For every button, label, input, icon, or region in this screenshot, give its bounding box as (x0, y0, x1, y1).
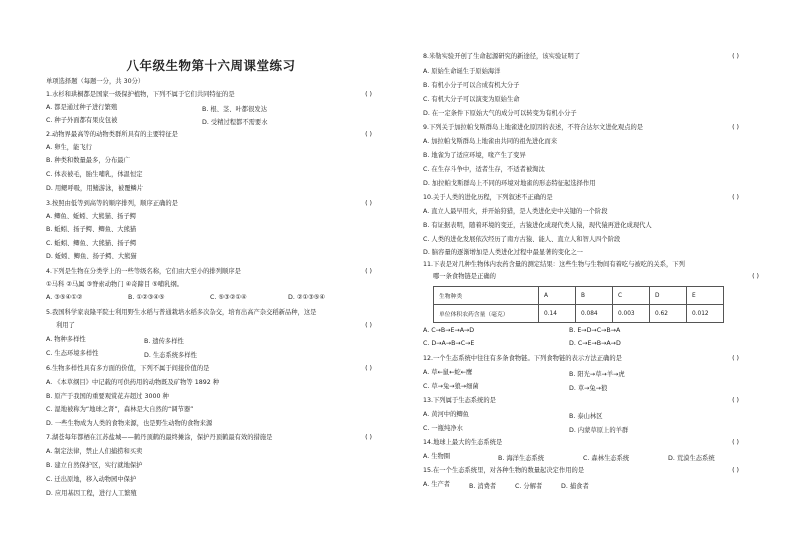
q12-option-c[interactable]: C. 草→兔→狼→细菌 (423, 383, 479, 390)
q15-option-d[interactable]: D. 捕食者 (561, 483, 589, 490)
q9-option-c[interactable]: C. 在生存斗争中，适者生存，不适者被淘汰 (423, 166, 545, 173)
table-cell: 生物种类 (434, 287, 539, 305)
q4-option-b[interactable]: B. ①②③④⑤ (128, 294, 165, 301)
q6-option-a[interactable]: A. 《本草纲目》中记载的可供药用的动物既及矿物等 1892 种 (46, 379, 220, 386)
question-13: 13.下列属于生态系统的是 ( ) (423, 397, 739, 404)
q11-option-d[interactable]: D. C→E→B→A→D (569, 340, 621, 347)
question-2: 2.动物界最高等的动物类群所具有的主要特征是 ( ) (46, 131, 372, 138)
question-3: 3.按照由低等到高等的顺序排列，顺序正确的是 ( ) (46, 200, 372, 207)
q3-option-c[interactable]: C. 蚯蚓、鲫鱼、大熊猫、扬子鳄 (46, 240, 137, 247)
q2-option-c[interactable]: C. 体表被毛，胎生哺乳，体温恒定 (46, 171, 143, 178)
q8-option-b[interactable]: B. 有机小分子可以合成有机大分子 (423, 82, 520, 89)
q7-option-c[interactable]: C. 迁出原地，移入动物园中保护 (46, 476, 137, 483)
question-9: 9.下列关于加拉帕戈斯群岛上地雀进化原因的表述，不符合达尔文进化观点的是 ( ) (423, 124, 739, 131)
question-5: 5.我国科学家袁隆平院士利用野生水稻与普通栽培水稻多次杂交，培育出高产杂交稻新品种，这是 (46, 309, 317, 316)
q3-option-a[interactable]: A. 鲫鱼、蚯蚓、大熊猫、扬子鳄 (46, 213, 137, 220)
q4-option-d[interactable]: D. ②①③⑤④ (288, 294, 326, 301)
q7-option-d[interactable]: D. 应用基因工程，进行人工繁殖 (46, 490, 137, 497)
question-14: 14.地球上最大的生态系统是 ( ) (423, 439, 739, 446)
q10-option-b[interactable]: B. 有证据表明，随着环境的变迁，古猿进化成现代类人猿，现代猿再进化成现代人 (423, 222, 652, 229)
question-7: 7.湖苍每年都栖在江苏盐城——鹤丹顶鹤的最终摊涂，保护丹顶鹤最有效的措施是 ( ) (46, 434, 372, 441)
q1-option-d[interactable]: D. 受精过程都不需要水 (202, 119, 268, 126)
table-row (434, 287, 724, 305)
question-12: 12.一个生态系统中往往有多条食物链。下列食物链的表示方法正确的是 ( ) (423, 355, 739, 362)
q13-option-a[interactable]: A. 黄河中的鲫鱼 (423, 411, 469, 418)
table-cell: A (539, 287, 576, 305)
question-11-cont: 哪一条食物链是正确的 ( ) (433, 273, 759, 280)
section-heading: 单项选择题（每题一分，共 30分） (46, 78, 145, 85)
table-cell: B (576, 287, 613, 305)
q12-option-d[interactable]: D. 草→兔→狼 (569, 385, 608, 392)
q6-option-d[interactable]: D. 一些生物成为人类的食物来源，也是野生动物的食物来源 (46, 420, 213, 427)
q10-option-a[interactable]: A. 直立人最早用火，并开始狩猎，是人类进化史中关键的一个阶段 (423, 208, 608, 215)
table-cell: E (687, 287, 724, 305)
q12-option-b[interactable]: B. 阳光→草→羊→虎 (569, 371, 625, 378)
table-cell: 0.012 (687, 305, 724, 323)
q11-option-a[interactable]: A. C→B→E→A→D (423, 327, 475, 334)
q5-option-d[interactable]: D. 生态系统多样性 (144, 352, 197, 359)
q2-option-d[interactable]: D. 用鳃呼吸，用鳍游泳，被覆鳞片 (46, 185, 144, 192)
q5-option-b[interactable]: B. 遗传多样性 (144, 338, 184, 345)
q14-option-b[interactable]: B. 海洋生态系统 (498, 455, 545, 462)
q4-option-a[interactable]: A. ③⑤④①② (46, 294, 83, 301)
q1-option-b[interactable]: B. 根、茎、叶都很发达 (202, 106, 267, 113)
q3-option-b[interactable]: B. 蚯蚓、扬子鳄、鲫鱼、大熊猫 (46, 226, 137, 233)
question-11: 11.下表是对几种生物体内农药含量的测定结果：这些生物与生物间有着吃与被吃的关系，下列 (423, 261, 685, 268)
q10-option-c[interactable]: C. 人类的进化发展依次经历了南方古猿、能人、直立人和智人四个阶段 (423, 236, 621, 243)
q15-option-c[interactable]: C. 分解者 (515, 483, 543, 490)
q6-option-b[interactable]: B. 原产于我国的重要观赏花卉超过 3000 种 (46, 393, 169, 400)
table-cell: 0.084 (576, 305, 613, 323)
q12-option-a[interactable]: A. 草←鼠←蛇←鹰 (423, 369, 473, 376)
q10-option-d[interactable]: D. 脑容量的逐渐增加是人类进化过程中最显著的变化之一 (423, 249, 583, 256)
q8-option-c[interactable]: C. 有机大分子可以演变为原始生命 (423, 96, 520, 103)
table-cell: 0.62 (650, 305, 687, 323)
q13-option-d[interactable]: D. 内蒙草原上的羊群 (569, 427, 629, 434)
q9-option-b[interactable]: B. 地雀为了适应环境，喙产生了变异 (423, 152, 526, 159)
q1-option-c[interactable]: C. 种子外面都有果皮包被 (46, 117, 118, 124)
question-1: 1.水杉和珙桐都是国家一级保护植物，下列不属于它们共同特征的是 ( ) (46, 91, 372, 98)
q3-option-d[interactable]: D. 蚯蚓、鲫鱼、扬子鳄、大熊猫 (46, 253, 137, 260)
table-cell: 单位体积农药含量（毫克） (434, 305, 539, 323)
q7-option-b[interactable]: B. 建立自然保护区，实行就地保护 (46, 462, 143, 469)
table-cell: C (613, 287, 650, 305)
q14-option-d[interactable]: D. 荒漠生态系统 (668, 455, 715, 462)
q2-option-b[interactable]: B. 种类和数量最多，分布最广 (46, 157, 130, 164)
question-5-cont: 利用了 ( ) (56, 322, 372, 329)
question-6: 6.生物多样性具有多方面的价值，下列不属于间接价值的是 ( ) (46, 365, 372, 372)
question-15: 15.在一个生态系统里，对各种生物的数量起决定作用的是 ( ) (423, 467, 739, 474)
q6-option-c[interactable]: C. 湿地被称为“地球之肾”，森林是大自然的“调节器” (46, 406, 194, 413)
page-title: 八年级生物第十六周课堂练习 (126, 58, 296, 73)
q5-option-c[interactable]: C. 生态环境多样性 (46, 350, 99, 357)
q13-option-b[interactable]: B. 泰山林区 (569, 413, 603, 420)
q2-option-a[interactable]: A. 卵生，能飞行 (46, 144, 92, 151)
q15-option-a[interactable]: A. 生产者 (423, 481, 451, 488)
question-10: 10.关于人类的进化历程，下列叙述不正确的是 ( ) (423, 194, 739, 201)
q15-option-b[interactable]: B. 消费者 (469, 483, 497, 490)
q8-option-d[interactable]: D. 在一定条件下原始大气的成分可以转变为有机小分子 (423, 110, 577, 117)
table-cell: 0.14 (539, 305, 576, 323)
table-cell: D (650, 287, 687, 305)
q9-option-d[interactable]: D. 加拉帕戈斯群岛上不同的环境对地雀的形态特征起选择作用 (423, 180, 596, 187)
q7-option-a[interactable]: A. 制定法律，禁止人们捕捞和买卖 (46, 448, 143, 455)
q4-option-c[interactable]: C. ⑤③②①④ (210, 294, 247, 301)
question-8: 8.米勒实验开创了生命起源研究的新途径，该实验证明了 ( ) (423, 53, 739, 60)
q9-option-a[interactable]: A. 加拉帕戈斯群岛上地雀由共同的祖先进化而来 (423, 138, 558, 145)
q13-option-c[interactable]: C. 一瓶纯净水 (423, 425, 463, 432)
q1-option-a[interactable]: A. 都是通过种子进行繁殖 (46, 104, 118, 111)
q14-option-c[interactable]: C. 森林生态系统 (583, 455, 630, 462)
q4-items: ①马科 ②马属 ③脊索动物门 ④奇蹄目 ⑤哺乳纲。 (46, 281, 183, 288)
q14-option-a[interactable]: A. 生物圈 (423, 453, 451, 460)
pesticide-table (433, 286, 724, 323)
q5-option-a[interactable]: A. 物种多样性 (46, 336, 86, 343)
question-4: 4.下列是生物在分类学上的一些等级名称，它们由大至小的排列顺序是 ( ) (46, 268, 372, 275)
table-cell: 0.003 (613, 305, 650, 323)
q11-option-b[interactable]: B. E→D→C→B→A (569, 327, 621, 334)
q11-option-c[interactable]: C. D→A→B→C→E (423, 340, 475, 347)
q8-option-a[interactable]: A. 原始生命诞生于原始海洋 (423, 68, 501, 75)
table-row (434, 305, 724, 323)
